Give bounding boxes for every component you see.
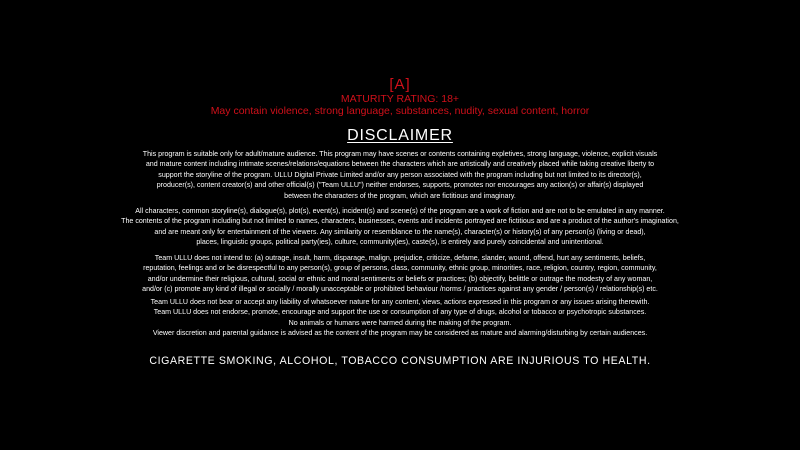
disclaimer-line: No animals or humans were harmed during the making of the program. bbox=[288, 318, 512, 327]
disclaimer-line: Team ULLU does not intend to: (a) outrage, insult, harm, disparage, malign, prejudice, criticize, defame, slander, wound, offend, hurt any sentiments, beliefs, bbox=[154, 254, 646, 262]
content-advisory: May contain violence, strong language, substances, nudity, sexual content, horror bbox=[210, 105, 590, 117]
disclaimer-line: Team ULLU does not endorse, promote, encourage and support the use or consumption of any type of drugs, alcohol or tobacco or psychotropic substances. bbox=[153, 308, 647, 317]
disclaimer-line: The contents of the program including but not limited to names, characters, businesses, events and incidents portrayed are fictitious and are a product of the author's imagination, bbox=[121, 217, 679, 226]
disclaimer-line: and mature content including intimate scenes/relations/equations between the characters which are artistically and creatively placed while taking creative liberty to bbox=[145, 160, 655, 169]
disclaimer-line: and are meant only for entertainment of the viewers. Any similarity or resemblance to the name(s), character(s) or history(s) of any person(s) (living or dead), bbox=[154, 227, 646, 236]
disclaimer-paragraph-intent bbox=[30, 253, 770, 295]
disclaimer-line: Team ULLU does not bear or accept any liability of whatsoever nature for any content, views, actions expressed in this program or any issues arising therewith. bbox=[150, 298, 650, 306]
disclaimer-line: This program is suitable only for adult/mature audience. This program may have scenes or contents containing expletives, strong language, violence, explicit visuals bbox=[142, 150, 658, 158]
disclaimer-title: DISCLAIMER bbox=[347, 127, 453, 144]
maturity-rating-block bbox=[0, 76, 800, 117]
disclaimer-line: Viewer discretion and parental guidance is advised as the content of the program may be considered as mature and alarming/disturbing by certain audiences. bbox=[152, 329, 648, 338]
disclaimer-line: All characters, common storyline(s), dialogue(s), plot(s), event(s), incident(s) and scene(s) of the program are a work of fiction and are not to be emulated in any manner. bbox=[135, 207, 665, 215]
disclaimer-line: between the characters of the program, which are fictitious and imaginary. bbox=[284, 191, 516, 200]
health-warning: CIGARETTE SMOKING, ALCOHOL, TOBACCO CONSUMPTION ARE INJURIOUS TO HEALTH. bbox=[149, 355, 651, 367]
disclaimer-paragraph-audience bbox=[30, 149, 770, 201]
maturity-rating-label: MATURITY RATING: 18+ bbox=[340, 93, 460, 105]
disclaimer-line: and/or (c) promote any kind of illegal or socially / morally unacceptable or prohibited behaviour /norms / practices against any gender / person(s) / relationship(s) etc. bbox=[142, 285, 658, 294]
disclaimer-paragraph-fiction bbox=[30, 206, 770, 248]
disclaimer-line: reputation, feelings and or be disrespectful to any person(s), group of persons, class, community, ethnic group, minorities, race, religion, country, region, community, bbox=[143, 264, 657, 273]
disclaimer-line: places, linguistic groups, political party(ies), culture, community(ies), caste(s), is entirely and purely coincidental and unintentional. bbox=[196, 238, 604, 247]
disclaimer-line: producer(s), content creator(s) and other official(s) ("Team ULLU") neither endorses, supports, promotes nor encourages any action(s) or affair(s) displayed bbox=[156, 181, 644, 190]
disclaimer-paragraph-liability bbox=[30, 297, 770, 339]
disclaimer-line: support the storyline of the program. ULLU Digital Private Limited and/or any person associated with the program including but not limited to its director(s), bbox=[158, 170, 642, 179]
disclaimer-line: and/or undermine their religious, cultural, social or ethnic and moral sentiments or beliefs or practices; (b) objectify, belittle or outrage the modesty of any woman, bbox=[147, 274, 653, 283]
rating-badge: [A] bbox=[389, 76, 411, 93]
